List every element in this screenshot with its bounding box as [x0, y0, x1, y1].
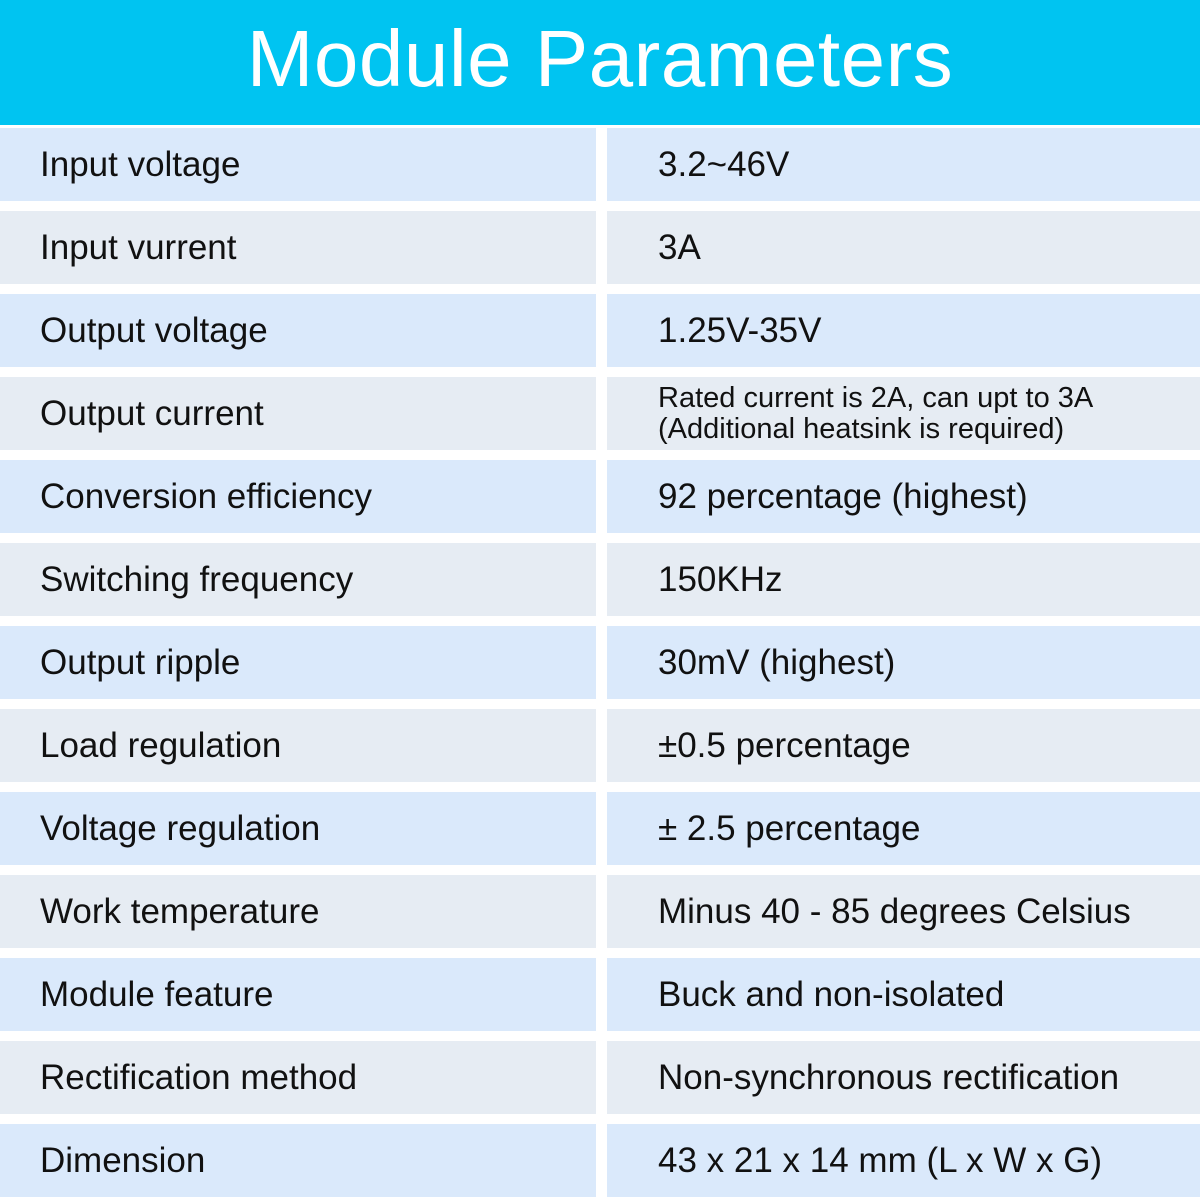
- param-label: Output voltage: [0, 294, 596, 367]
- param-value: [607, 377, 1200, 450]
- table-row: [0, 460, 1200, 543]
- param-label: Switching frequency: [0, 543, 596, 616]
- page-title: Module Parameters: [246, 13, 954, 103]
- table-row: [0, 128, 1200, 211]
- header-banner: [0, 0, 1200, 125]
- param-label: Work temperature: [0, 875, 596, 948]
- param-value-line: (Additional heatsink is required): [658, 412, 1065, 445]
- param-value: 43 x 21 x 14 mm (L x W x G): [607, 1124, 1200, 1197]
- table-row: [0, 875, 1200, 958]
- param-label: Input voltage: [0, 128, 596, 201]
- table-row: [0, 626, 1200, 709]
- param-label: Output ripple: [0, 626, 596, 699]
- param-value: Non-synchronous rectification: [607, 1041, 1200, 1114]
- table-row: [0, 709, 1200, 792]
- param-value: 150KHz: [607, 543, 1200, 616]
- table-row: [0, 294, 1200, 377]
- param-value: 3A: [607, 211, 1200, 284]
- param-label: Conversion efficiency: [0, 460, 596, 533]
- table-row: [0, 1041, 1200, 1124]
- param-label: Voltage regulation: [0, 792, 596, 865]
- param-value: 1.25V-35V: [607, 294, 1200, 367]
- param-value: 3.2~46V: [607, 128, 1200, 201]
- table-row: [0, 377, 1200, 460]
- param-label: Output current: [0, 377, 596, 450]
- parameters-table: [0, 128, 1200, 1200]
- param-value: Buck and non-isolated: [607, 958, 1200, 1031]
- param-label: Rectification method: [0, 1041, 596, 1114]
- table-row: [0, 543, 1200, 626]
- table-row: [0, 958, 1200, 1041]
- param-value: Minus 40 - 85 degrees Celsius: [607, 875, 1200, 948]
- param-value: ±0.5 percentage: [607, 709, 1200, 782]
- param-value: 30mV (highest): [607, 626, 1200, 699]
- param-value-line: Rated current is 2A, can upt to 3A: [658, 381, 1094, 414]
- table-row: [0, 1124, 1200, 1200]
- param-value: 92 percentage (highest): [607, 460, 1200, 533]
- param-label: Dimension: [0, 1124, 596, 1197]
- table-row: [0, 792, 1200, 875]
- param-value: ± 2.5 percentage: [607, 792, 1200, 865]
- param-label: Module feature: [0, 958, 596, 1031]
- table-row: [0, 211, 1200, 294]
- param-label: Load regulation: [0, 709, 596, 782]
- param-label: Input vurrent: [0, 211, 596, 284]
